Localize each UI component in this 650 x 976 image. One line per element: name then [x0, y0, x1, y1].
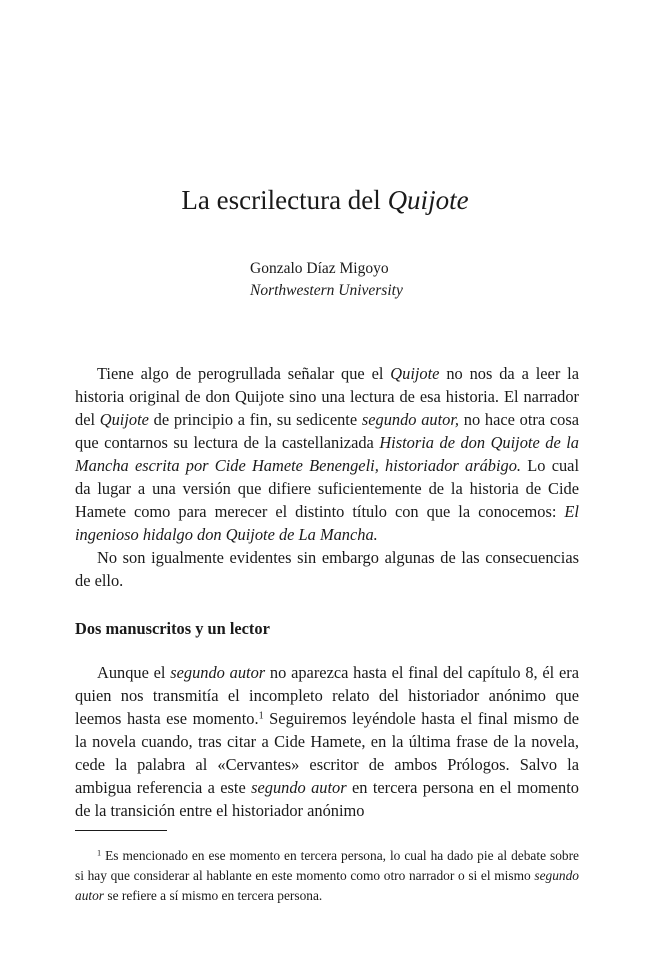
text-run-italic: Quijote [99, 410, 149, 429]
text-run-italic: segundo autor, [361, 410, 460, 429]
text-run: no nos da a leer la historia original de don Quijote sino una lectura de esa historia. El narrador del [75, 364, 579, 429]
section-heading: Dos manuscritos y un lector [75, 619, 270, 638]
title-italic: Quijote [387, 185, 469, 215]
text-run: Aunque el [97, 663, 171, 682]
section-text [75, 661, 579, 822]
footnote-1 [75, 846, 579, 906]
page-title [0, 182, 650, 218]
footnote-number: 1 [97, 848, 102, 858]
author-block [250, 258, 403, 302]
text-run: Es mencionado en ese momento en tercera persona, lo cual ha dado pie al debate sobre si hay que considerar al hablante en este momento como otro narrador o si el mismo [75, 848, 579, 883]
text-run-italic: segundo autor [251, 778, 347, 797]
text-run-italic: El ingenioso hidalgo don Quijote de La Mancha. [75, 502, 579, 544]
text-run: no hace otra cosa que contarnos su lectura de la castellanizada [75, 410, 579, 452]
text-run: Lo cual da lugar a una versión que difiere suficientemente de la historia de Cide Hamete como para merecer el distinto título con que la conocemos: [75, 456, 579, 521]
text-run: se refiere a sí mismo en tercera persona. [104, 888, 323, 903]
text-run: no aparezca hasta el final del capítulo 8, él era quien nos transmitía el incompleto relato del historiador anónimo que leemos hasta ese momento. [75, 663, 579, 728]
text-run: de principio a fin, su sedicente [148, 410, 362, 429]
text-run-italic: segundo autor [170, 663, 266, 682]
footnote-separator [75, 830, 167, 831]
footnote-ref: 1 [258, 710, 264, 722]
title-main: La escrilectura del [181, 185, 381, 215]
text-run-italic: Quijote [390, 364, 440, 383]
text-run: Seguiremos leyéndole hasta el final mismo de la novela cuando, tras citar a Cide Hamete, en la última frase de la novela, cede la palabra al «Cervantes» escritor de ambos Prólogos. Salvo la ambigua referencia a este [75, 709, 579, 797]
text-run-italic: Historia de don Quijote de la Mancha escrita por Cide Hamete Benengeli, historiador arábigo. [75, 433, 579, 475]
author-affiliation: Northwestern University [250, 282, 403, 299]
footnote [75, 846, 579, 906]
intro-paragraph-1 [75, 362, 579, 546]
author-name: Gonzalo Díaz Migoyo [250, 260, 389, 277]
section-paragraph-1 [75, 661, 579, 822]
intro-text [75, 362, 579, 592]
text-run: Tiene algo de perogrullada señalar que el [97, 364, 391, 383]
text-run: en tercera persona en el momento de la transición entre el historiador anónimo [75, 778, 580, 820]
intro-paragraph-2: No son igualmente evidentes sin embargo algunas de las consecuencias de ello. [75, 548, 579, 590]
text-run-italic: segundo autor [75, 868, 579, 903]
